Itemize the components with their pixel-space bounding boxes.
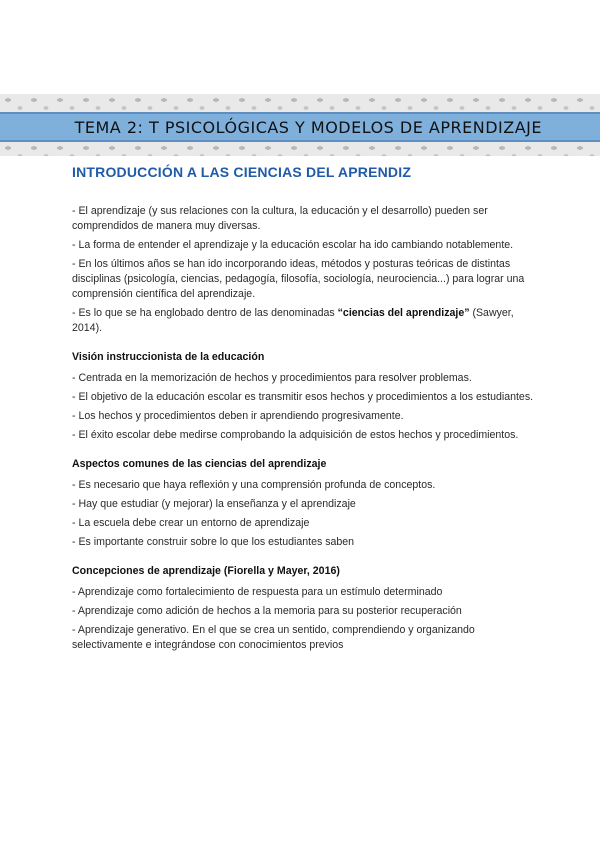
- section-heading-concepciones: Concepciones de aprendizaje (Fiorella y Mayer, 2016): [72, 565, 340, 577]
- list-item: - El éxito escolar debe medirse comprobando la adquisición de estos hechos y procedimientos.: [72, 429, 519, 441]
- intro-p4-bold: “ciencias del aprendizaje”: [337, 307, 470, 319]
- list-item: - Aprendizaje generativo. En el que se crea un sentido, comprendiendo y organizando selectivamente e integrándose con conocimientos previos: [72, 624, 475, 651]
- intro-p4-before: - Es lo que se ha englobado dentro de las denominadas: [72, 307, 338, 319]
- list-item: - La escuela debe crear un entorno de aprendizaje: [72, 517, 310, 529]
- page-title: TEMA 2: T PSICOLÓGICAS Y MODELOS DE APRENDIZAJE: [74, 118, 542, 137]
- intro-paragraph-3: - En los últimos años se han ido incorporando ideas, métodos y posturas teóricas de distintas disciplinas (psicología, ciencias, pedagogía, filosofía, sociología, neurociencia...) para lograr una comprensión científica del aprendizaje.: [72, 258, 525, 300]
- list-item: - El objetivo de la educación escolar es transmitir esos hechos y procedimientos a los estudiantes.: [72, 391, 534, 403]
- list-item: - Hay que estudiar (y mejorar) la enseñanza y el aprendizaje: [72, 498, 356, 510]
- intro-heading: INTRODUCCIÓN A LAS CIENCIAS DEL APRENDIZ: [72, 164, 412, 180]
- intro-paragraph-4: [72, 306, 542, 336]
- section-heading-instruccionista: Visión instruccionista de la educación: [72, 351, 265, 363]
- title-band: [0, 112, 600, 142]
- intro-paragraph-1: - El aprendizaje (y sus relaciones con la cultura, la educación y el desarrollo) pueden ser comprendidos de manera muy diversas.: [72, 205, 488, 232]
- intro-p4-after: (Sawyer, 2014).: [72, 307, 514, 334]
- document-body: [72, 204, 542, 657]
- section-heading-aspectos: Aspectos comunes de las ciencias del aprendizaje: [72, 458, 327, 470]
- list-item: - Es necesario que haya reflexión y una comprensión profunda de conceptos.: [72, 479, 436, 491]
- list-item: - Aprendizaje como adición de hechos a la memoria para su posterior recuperación: [72, 605, 462, 617]
- list-item: - Centrada en la memorización de hechos y procedimientos para resolver problemas.: [72, 372, 472, 384]
- intro-paragraph-2: - La forma de entender el aprendizaje y la educación escolar ha ido cambiando notablemente.: [72, 239, 514, 251]
- list-item: - Los hechos y procedimientos deben ir aprendiendo progresivamente.: [72, 410, 404, 422]
- list-item: - Es importante construir sobre lo que los estudiantes saben: [72, 536, 355, 548]
- list-item: - Aprendizaje como fortalecimiento de respuesta para un estímulo determinado: [72, 586, 443, 598]
